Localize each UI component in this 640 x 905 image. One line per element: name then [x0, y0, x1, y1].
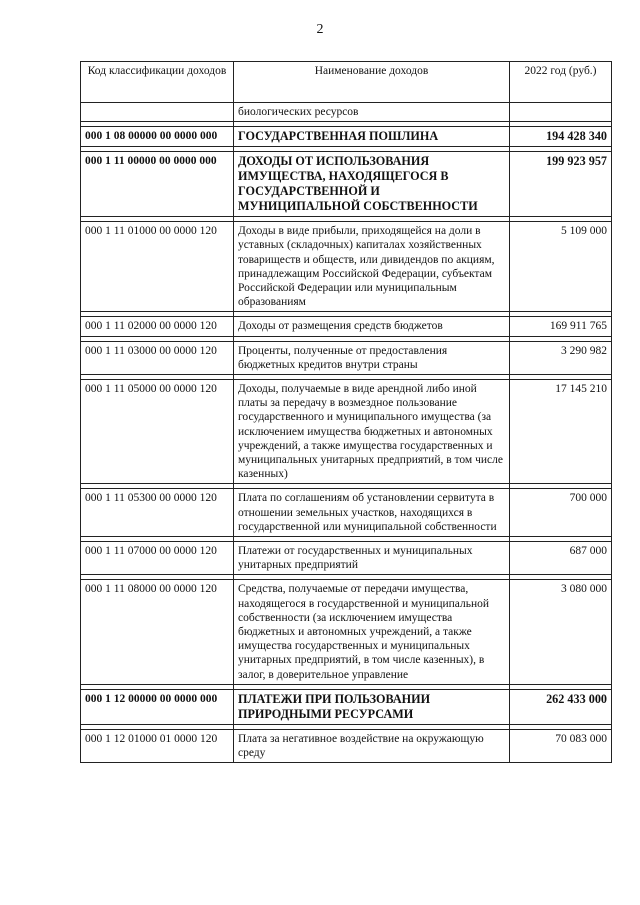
row-name: Средства, получаемые от передачи имущества, находящегося в государственной и муниципальной собственности (за исключением имущества бюджетных и автономных учреждений, а также имущества государственных и муниципальных унитарных предприятий, в том числе казенных), в залог, в доверительное управление	[234, 580, 510, 684]
row-name: Проценты, полученные от предоставления бюджетных кредитов внутри страны	[234, 341, 510, 374]
header-name: Наименование доходов	[234, 62, 510, 103]
row-code: 000 1 12 00000 00 0000 000	[81, 689, 234, 724]
row-code: 000 1 11 05000 00 0000 120	[81, 380, 234, 484]
table-row	[81, 152, 612, 217]
table-body	[81, 103, 612, 763]
row-amount: 199 923 957	[510, 152, 612, 217]
page-number: 2	[316, 22, 324, 37]
table-row	[81, 729, 612, 762]
row-amount: 17 145 210	[510, 380, 612, 484]
row-name: Плата за негативное воздействие на окружающую среду	[234, 729, 510, 762]
table-row	[81, 380, 612, 484]
row-name: ДОХОДЫ ОТ ИСПОЛЬЗОВАНИЯ ИМУЩЕСТВА, НАХОДЯЩЕГОСЯ В ГОСУДАРСТВЕННОЙ И МУНИЦИПАЛЬНОЙ СОБСТВЕННОСТИ	[234, 152, 510, 217]
row-name: Доходы, получаемые в виде арендной либо иной платы за передачу в возмездное пользование государственного и муниципального имущества (за исключением имущества бюджетных и автономных учреждений, а также имущества государственных и муниципальных унитарных предприятий, в том числе казенных)	[234, 380, 510, 484]
row-amount: 700 000	[510, 489, 612, 537]
row-code: 000 1 11 05300 00 0000 120	[81, 489, 234, 537]
row-name: ПЛАТЕЖИ ПРИ ПОЛЬЗОВАНИИ ПРИРОДНЫМИ РЕСУРСАМИ	[234, 689, 510, 724]
row-name: Платежи от государственных и муниципальных унитарных предприятий	[234, 542, 510, 575]
row-amount: 3 290 982	[510, 341, 612, 374]
row-amount: 70 083 000	[510, 729, 612, 762]
table-row	[81, 341, 612, 374]
row-name: Плата по соглашениям об установлении сервитута в отношении земельных участков, находящихся в государственной или муниципальной собственности	[234, 489, 510, 537]
table-row	[81, 489, 612, 537]
header-amount: 2022 год (руб.)	[510, 62, 612, 103]
continuation-amount	[510, 103, 612, 122]
table-header-row	[81, 62, 612, 103]
row-code: 000 1 11 08000 00 0000 120	[81, 580, 234, 684]
continuation-row	[81, 103, 612, 122]
row-code: 000 1 11 02000 00 0000 120	[81, 317, 234, 336]
table-row	[81, 222, 612, 312]
row-name: Доходы в виде прибыли, приходящейся на доли в уставных (складочных) капиталах хозяйственных товариществ и обществ, или дивидендов по акциям, принадлежащим Российской Федерации, субъектам Российской Федерации или муниципальным образованиям	[234, 222, 510, 312]
row-amount: 687 000	[510, 542, 612, 575]
row-name: ГОСУДАРСТВЕННАЯ ПОШЛИНА	[234, 127, 510, 147]
row-code: 000 1 11 00000 00 0000 000	[81, 152, 234, 217]
continuation-code	[81, 103, 234, 122]
table-row	[81, 542, 612, 575]
row-code: 000 1 11 01000 00 0000 120	[81, 222, 234, 312]
row-amount: 262 433 000	[510, 689, 612, 724]
row-amount: 3 080 000	[510, 580, 612, 684]
table-row	[81, 580, 612, 684]
row-code: 000 1 11 03000 00 0000 120	[81, 341, 234, 374]
table-row	[81, 689, 612, 724]
table-row	[81, 317, 612, 336]
row-code: 000 1 11 07000 00 0000 120	[81, 542, 234, 575]
row-amount: 5 109 000	[510, 222, 612, 312]
revenue-table	[80, 61, 612, 763]
row-name: Доходы от размещения средств бюджетов	[234, 317, 510, 336]
table-row	[81, 127, 612, 147]
row-amount: 169 911 765	[510, 317, 612, 336]
header-code: Код классификации доходов	[81, 62, 234, 103]
row-amount: 194 428 340	[510, 127, 612, 147]
row-code: 000 1 12 01000 01 0000 120	[81, 729, 234, 762]
row-code: 000 1 08 00000 00 0000 000	[81, 127, 234, 147]
continuation-text: биологических ресурсов	[234, 103, 510, 122]
